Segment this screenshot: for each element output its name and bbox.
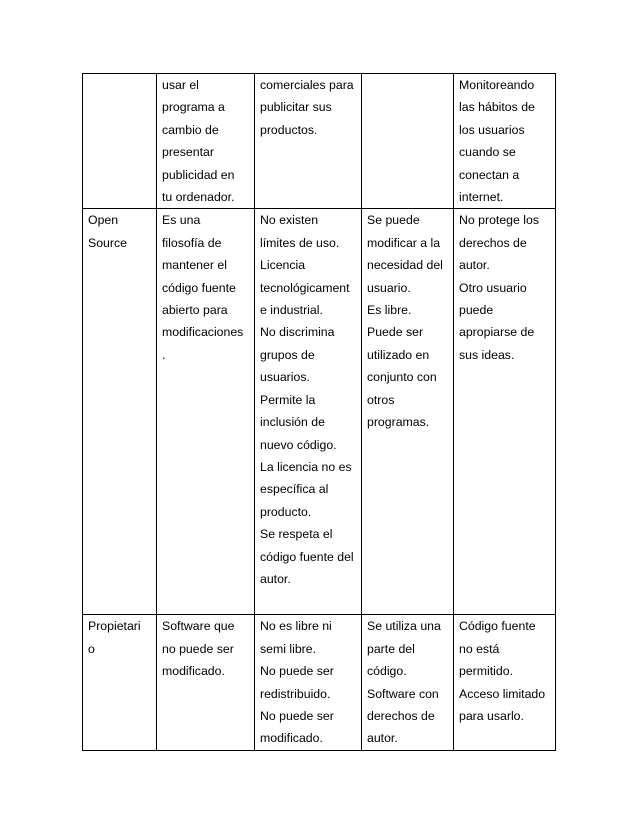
cell-text-line: Se utiliza una [367,619,441,634]
cell-text-line: nuevo código. [260,437,337,452]
cell-text-line: Acceso limitado [459,686,546,701]
cell-text-line: utilizado en [367,347,430,362]
cell-text-line: Otro usuario [459,280,527,295]
cell-text-line: sus ideas. [459,347,515,362]
cell-text-line: no está [459,641,500,656]
cell-text-line: tecnológicament [260,280,350,295]
cell-text-line: La licencia no es [260,459,352,474]
cell-text-line: publicidad en [162,167,235,182]
table-cell-disadvantages [454,615,556,750]
cell-text-line: Se puede [367,213,420,228]
cell-text-line: semi libre. [260,641,317,656]
cell-text-line: las hábitos de [459,100,535,115]
table-cell-disadvantages [454,74,556,209]
table-row-continuation [83,74,556,209]
cell-text-line: autor. [459,258,490,273]
cell-text-line: derechos de [367,709,435,724]
cell-text-line: modificaciones [162,325,244,340]
cell-text-line: límites de uso. [260,235,340,250]
table-cell-characteristics [255,74,362,209]
cell-text-line: Propietari [88,619,141,634]
cell-text-line: usuario. [367,280,411,295]
table-cell-category [83,615,157,750]
cell-text-line: usar el [162,78,199,92]
cell-text-line: Software con [367,686,439,701]
cell-text-line: código fuente [162,280,236,295]
table-cell-definition [157,209,255,615]
cell-text-line: comerciales para [260,78,354,92]
table-row-propietario [83,615,556,750]
cell-text-line: programas. [367,415,430,430]
cell-text-line: e industrial. [260,303,323,318]
cell-text-line: internet. [459,190,504,205]
cell-text-line: Open [88,213,119,228]
cell-text-line: cuando se [459,145,516,160]
cell-text-line: conjunto con [367,370,437,385]
cell-text-line: modificado. [162,664,225,679]
cell-text-line: No puede ser [260,709,334,724]
cell-text-line: Puede ser [367,325,424,340]
table-cell-definition [157,615,255,750]
cell-text-line: cambio de [162,122,219,137]
cell-text-line: . [162,347,166,362]
cell-text-line: los usuarios [459,122,525,137]
cell-text-line: apropiarse de [459,325,535,340]
table-cell-definition [157,74,255,209]
cell-text-line: Es una [162,213,201,228]
cell-text-line: presentar [162,145,214,160]
cell-text-line: modificado. [260,731,323,746]
cell-text-line: No discrimina [260,325,335,340]
cell-text-line: filosofía de [162,235,222,250]
cell-text-line: Software que [162,619,235,634]
cell-text-line: programa a [162,100,225,115]
cell-text-line: Es libre. [367,303,412,318]
cell-text-line: Licencia [260,258,306,273]
cell-text-line: no puede ser [162,641,234,656]
cell-text-line: Permite la [260,392,316,407]
cell-text-line: parte del [367,641,415,656]
cell-text-line: autor. [367,731,398,746]
cell-text-line: modificar a la [367,235,441,250]
cell-text-line: permitido. [459,664,513,679]
cell-text-line: No protege los [459,213,539,228]
table-cell-category [83,74,157,209]
table-cell-characteristics [255,615,362,750]
cell-text-line: autor. [260,571,291,586]
cell-text-line: publicitar sus [260,100,332,115]
table-row-open-source [83,209,556,615]
cell-text-line: Se respeta el [260,527,333,542]
cell-text-line: otros [367,392,395,407]
cell-text-line: No puede ser [260,664,334,679]
cell-text-line: No existen [260,213,319,228]
cell-text-line: o [88,641,95,656]
cell-text-line: inclusión de [260,415,325,430]
comparison-table [82,73,556,751]
table-cell-category [83,209,157,615]
table-cell-advantages [362,209,454,615]
table-cell-disadvantages [454,209,556,615]
cell-text-line: código fuente del [260,549,354,564]
cell-text-line: mantener el [162,258,227,273]
cell-text-line: específica al [260,482,329,497]
cell-text-line: puede [459,303,494,318]
cell-text-line: necesidad del [367,258,443,273]
cell-text-line: tu ordenador. [162,190,235,205]
cell-text-line: para usarlo. [459,709,524,724]
cell-text-line: Código fuente [459,619,536,634]
cell-text-line: código. [367,664,407,679]
cell-text-line: abierto para [162,303,228,318]
cell-text-line: producto. [260,504,312,519]
cell-text-line: No es libre ni [260,619,332,634]
table-cell-advantages [362,615,454,750]
cell-text-line: Source [88,235,127,250]
table-cell-characteristics [255,209,362,615]
cell-text-line: usuarios. [260,370,310,385]
table-cell-advantages [362,74,454,209]
cell-text-line: derechos de [459,235,527,250]
cell-text-line: grupos de [260,347,315,362]
cell-text-line: Monitoreando [459,78,535,92]
cell-text-line: redistribuido. [260,686,331,701]
cell-text-line: productos. [260,122,318,137]
cell-text-line: conectan a [459,167,520,182]
